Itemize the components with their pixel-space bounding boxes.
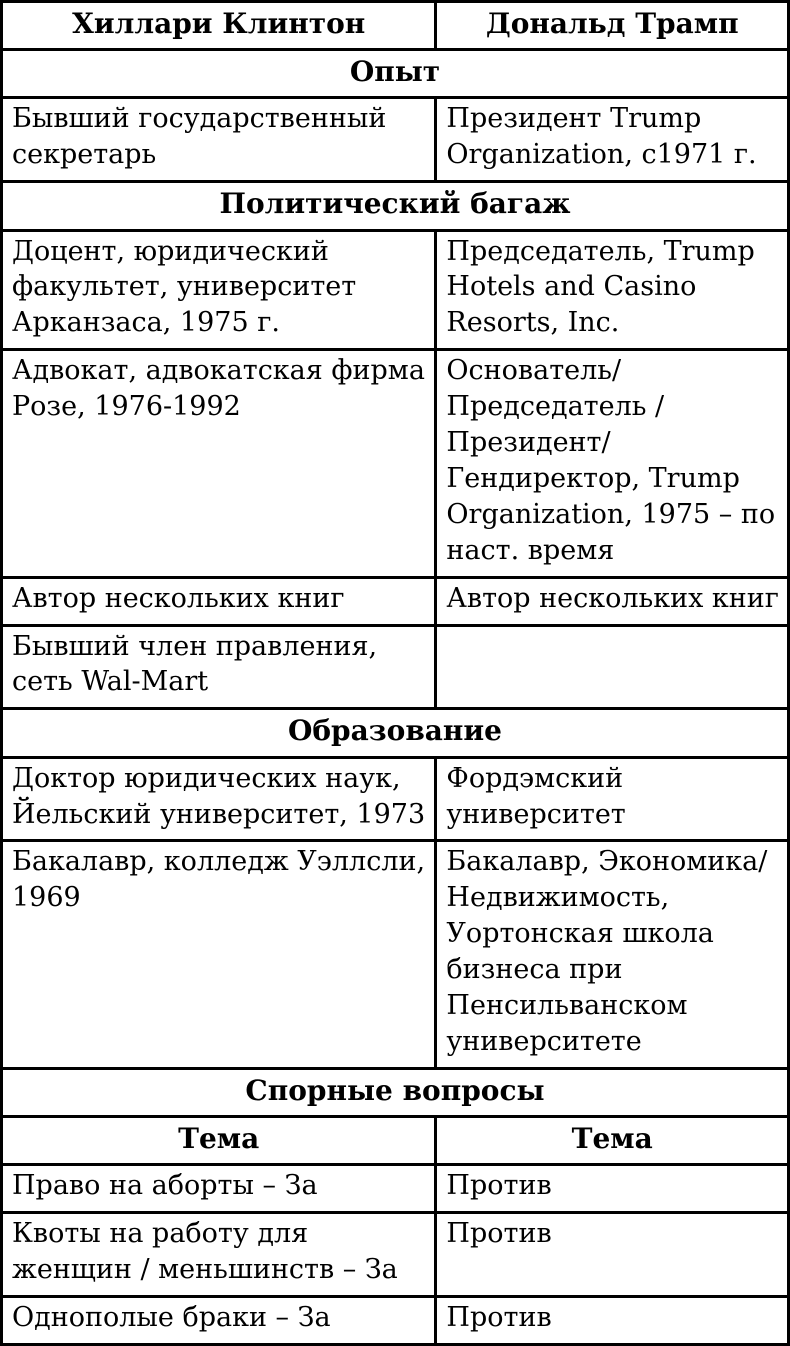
section-header-experience <box>2 50 789 98</box>
section-header-education <box>2 709 789 757</box>
section-header-political-baggage <box>2 182 789 230</box>
cell-trump <box>436 625 789 709</box>
table-row <box>2 350 789 577</box>
cell-trump: Председатель, Trump Hotels and Casino Resorts, Inc. <box>436 230 789 350</box>
cell-trump: Против <box>436 1165 789 1213</box>
cell-clinton: Доктор юридических наук, Йельский университет, 1973 <box>2 757 436 841</box>
cell-clinton: Однополые браки – За <box>2 1297 436 1345</box>
cell-clinton: Право на аборты – За <box>2 1165 436 1213</box>
topic-subheader-row <box>2 1117 789 1165</box>
cell-trump: Против <box>436 1213 789 1297</box>
cell-clinton: Доцент, юридический факультет, университет Арканзаса, 1975 г. <box>2 230 436 350</box>
cell-trump: Против <box>436 1297 789 1345</box>
table-row <box>2 841 789 1068</box>
topic-header-clinton: Тема <box>2 1117 436 1165</box>
cell-clinton: Бывший государственный секретарь <box>2 98 436 182</box>
section-title: Образование <box>2 709 789 757</box>
section-title: Опыт <box>2 50 789 98</box>
column-header-trump: Дональд Трамп <box>436 2 789 50</box>
table-row <box>2 1213 789 1297</box>
cell-trump: Основатель/ Председатель / Президент/ Гендиректор, Trump Organization, 1975 – по наст. время <box>436 350 789 577</box>
cell-trump: Фордэмский университет <box>436 757 789 841</box>
section-header-controversial-issues <box>2 1068 789 1116</box>
column-header-clinton: Хиллари Клинтон <box>2 2 436 50</box>
cell-trump: Автор нескольких книг <box>436 577 789 625</box>
cell-trump: Президент Trump Organization, с1971 г. <box>436 98 789 182</box>
table-row <box>2 98 789 182</box>
cell-clinton: Квоты на работу для женщин / меньшинств – За <box>2 1213 436 1297</box>
table-row <box>2 230 789 350</box>
table-row <box>2 757 789 841</box>
table-row <box>2 625 789 709</box>
cell-clinton: Автор нескольких книг <box>2 577 436 625</box>
cell-clinton: Бакалавр, колледж Уэллсли, 1969 <box>2 841 436 1068</box>
cell-trump: Бакалавр, Экономика/ Недвижимость, Уортонская школа бизнеса при Пенсильванском университете <box>436 841 789 1068</box>
section-title: Политический багаж <box>2 182 789 230</box>
table-header-row <box>2 2 789 50</box>
cell-clinton: Адвокат, адвокатская фирма Розе, 1976-1992 <box>2 350 436 577</box>
table-row <box>2 1297 789 1345</box>
cell-clinton: Бывший член правления, сеть Wal-Mart <box>2 625 436 709</box>
topic-header-trump: Тема <box>436 1117 789 1165</box>
table-row <box>2 1165 789 1213</box>
table-row <box>2 577 789 625</box>
section-title: Спорные вопросы <box>2 1068 789 1116</box>
